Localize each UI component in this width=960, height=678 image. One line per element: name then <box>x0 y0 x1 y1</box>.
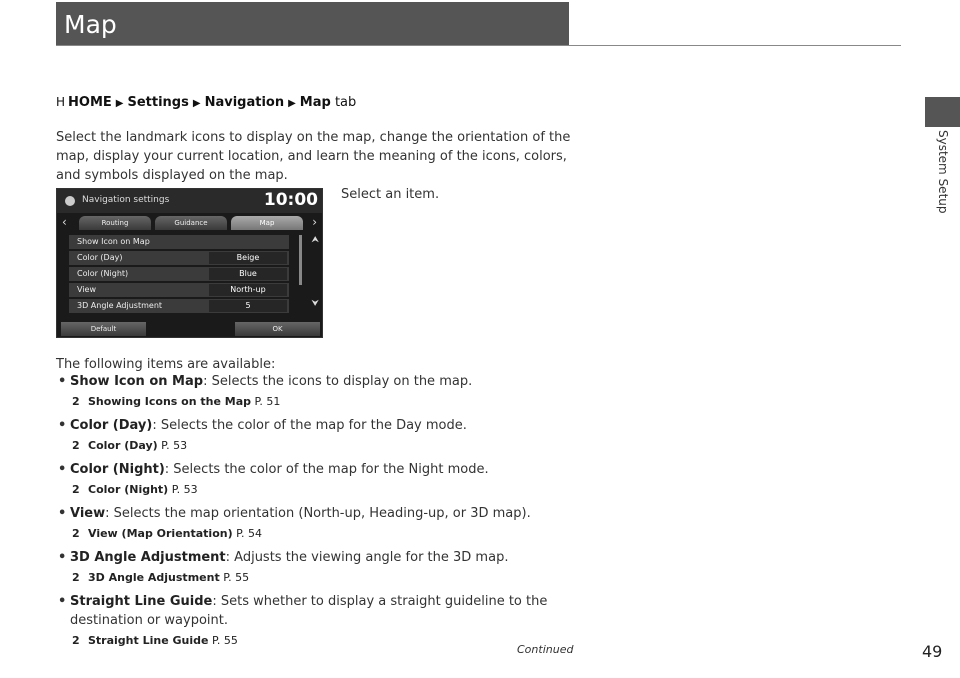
page-number: 49 <box>922 642 943 661</box>
list-item-label: Color (Day) <box>77 253 123 262</box>
chevron-left-icon[interactable]: ‹ <box>62 215 67 229</box>
reference-icon: 2 <box>72 634 80 647</box>
tab-routing[interactable]: Routing <box>79 216 151 230</box>
list-item <box>56 416 616 453</box>
list-item[interactable] <box>69 267 289 281</box>
screen-header <box>57 189 322 213</box>
item-desc: : Selects the icons to display on the map. <box>203 374 473 389</box>
navigation-settings-screen <box>56 188 323 338</box>
chevron-right-icon[interactable]: › <box>312 215 317 229</box>
list-item-value: 5 <box>209 300 287 312</box>
list-item-label: Color (Night) <box>77 269 129 278</box>
list-item[interactable] <box>69 251 289 265</box>
list-item[interactable] <box>69 283 289 297</box>
reference-icon: 2 <box>72 571 80 584</box>
item-ref-page: P. 55 <box>223 571 250 584</box>
tab-map[interactable]: Map <box>231 216 303 230</box>
crumb-map: Map <box>299 95 331 110</box>
reference-icon: 2 <box>72 483 80 496</box>
scrollbar[interactable] <box>299 235 302 285</box>
item-ref-page: P. 53 <box>161 439 188 452</box>
item-ref-page: P. 51 <box>254 395 281 408</box>
list-item <box>56 548 616 585</box>
bullet-icon: • <box>58 506 67 521</box>
screen-header-title: Navigation settings <box>82 195 170 205</box>
crumb-navigation: Navigation <box>204 95 285 110</box>
screen-clock: 10:00 <box>263 190 318 210</box>
item-ref-link[interactable]: Color (Day) <box>88 439 158 452</box>
crumb-settings: Settings <box>127 95 189 110</box>
home-mark-icon: H <box>56 95 66 109</box>
reference-icon: 2 <box>72 439 80 452</box>
list-item <box>56 592 616 648</box>
continued-label: Continued <box>517 643 574 656</box>
item-desc: : Selects the map orientation (North-up, Heading-up, or 3D map). <box>105 506 531 521</box>
list-item-value: Beige <box>209 252 287 264</box>
screen-tabs <box>57 215 322 231</box>
item-name: Color (Day) <box>70 418 153 433</box>
bullet-icon: • <box>58 594 67 609</box>
bullet-icon: • <box>58 418 67 433</box>
list-item-value: Blue <box>209 268 287 280</box>
reference-icon: 2 <box>72 527 80 540</box>
item-name: Show Icon on Map <box>70 374 204 389</box>
list-item <box>56 372 616 409</box>
item-desc: : Selects the color of the map for the Day mode. <box>152 418 467 433</box>
item-ref-link[interactable]: Showing Icons on the Map <box>88 395 251 408</box>
ok-button[interactable]: OK <box>235 322 320 336</box>
default-button[interactable]: Default <box>61 322 146 336</box>
item-desc: : Adjusts the viewing angle for the 3D map. <box>225 550 509 565</box>
side-tab-label: System Setup <box>936 130 950 214</box>
list-item[interactable] <box>69 299 289 313</box>
list-item-label: View <box>77 285 96 294</box>
arrow-icon: ▶ <box>115 98 124 109</box>
item-ref-link[interactable]: Color (Night) <box>88 483 169 496</box>
breadcrumb <box>56 95 356 110</box>
intro-text: Select the landmark icons to display on the map, change the orientation of the map, display your current location, and learn the meaning of the icons, colors, and symbols displayed on the map. <box>56 130 571 183</box>
list-item <box>56 504 616 541</box>
page-title: Map <box>64 10 117 39</box>
item-name: 3D Angle Adjustment <box>70 550 226 565</box>
items-list <box>56 372 616 655</box>
settings-list <box>69 235 289 315</box>
list-item-value: North-up <box>209 284 287 296</box>
item-desc: : Selects the color of the map for the Night mode. <box>164 462 489 477</box>
bullet-icon: • <box>58 462 67 477</box>
crumb-home: HOME <box>68 95 112 110</box>
bullet-icon: • <box>58 550 67 565</box>
list-item <box>56 460 616 497</box>
item-name: Color (Night) <box>70 462 165 477</box>
navigation-icon <box>65 196 75 206</box>
select-item-text: Select an item. <box>341 187 440 202</box>
item-ref-link[interactable]: View (Map Orientation) <box>88 527 233 540</box>
item-ref-link[interactable]: Straight Line Guide <box>88 634 209 647</box>
item-ref-page: P. 55 <box>211 634 238 647</box>
arrow-icon: ▶ <box>192 98 201 109</box>
bullet-icon: • <box>58 374 67 389</box>
item-desc: : Sets whether to display a straight guideline to the destination or waypoint. <box>70 594 548 628</box>
reference-icon: 2 <box>72 395 80 408</box>
scroll-up-icon[interactable]: ⮝ <box>311 235 319 245</box>
item-ref-link[interactable]: 3D Angle Adjustment <box>88 571 220 584</box>
title-bar <box>56 2 569 46</box>
available-heading: The following items are available: <box>56 357 276 372</box>
item-ref-page: P. 54 <box>236 527 263 540</box>
item-name: Straight Line Guide <box>70 594 213 609</box>
list-item[interactable] <box>69 235 289 249</box>
item-ref-page: P. 53 <box>171 483 198 496</box>
crumb-suffix: tab <box>334 95 357 110</box>
scroll-down-icon[interactable]: ⮟ <box>311 299 319 309</box>
list-item-label: Show Icon on Map <box>77 237 150 246</box>
list-item-label: 3D Angle Adjustment <box>77 301 163 310</box>
item-name: View <box>70 506 106 521</box>
title-rule <box>56 45 901 46</box>
side-tab-marker <box>925 97 960 127</box>
tab-guidance[interactable]: Guidance <box>155 216 227 230</box>
arrow-icon: ▶ <box>288 98 296 109</box>
